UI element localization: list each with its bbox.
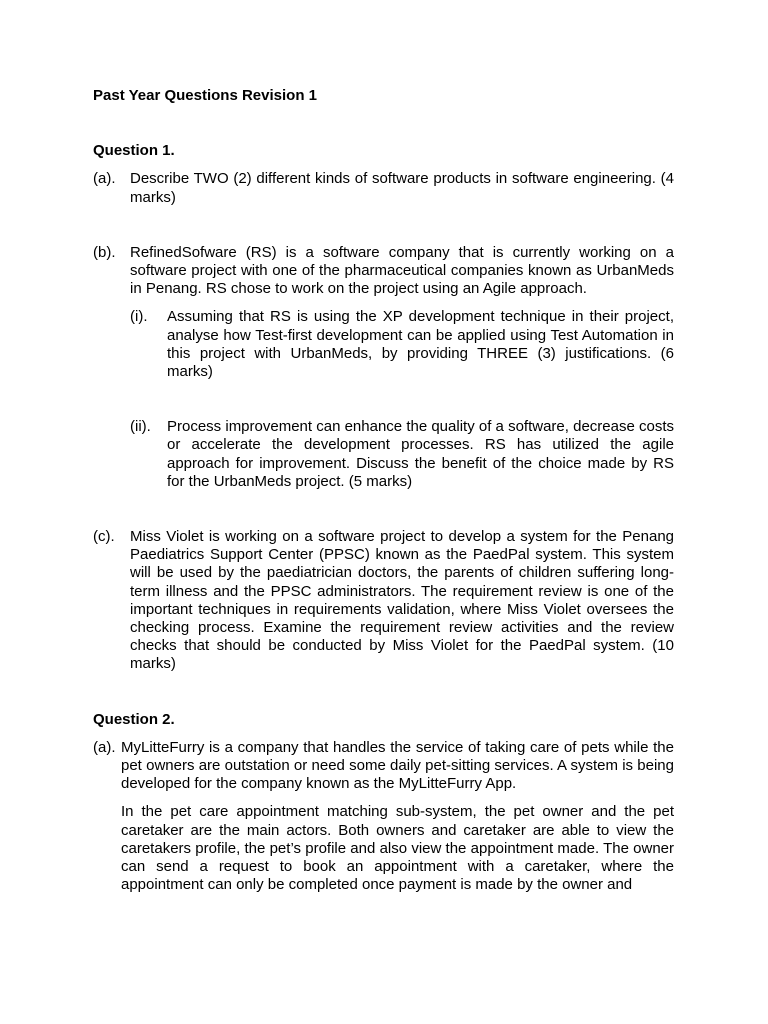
question-1c-label: (c).	[93, 528, 115, 546]
question-1b	[93, 244, 674, 491]
question-2a-paragraph-2: In the pet care appointment matching sub-system, the pet owner and the pet caretaker are the main actors. Both owners and caretaker are able to view the caretakers profile, the pet’s profile and also view the appointment made. The owner can send a request to book an appointment with a caretaker, where the appointment can only be completed once payment is made by the owner and	[121, 803, 674, 894]
question-1a-text: Describe TWO (2) different kinds of software products in software engineering. (4 marks)	[130, 170, 674, 206]
question-2a	[93, 739, 674, 895]
question-1	[93, 142, 674, 673]
question-1-heading: Question 1.	[93, 142, 175, 160]
question-2	[93, 711, 674, 895]
question-1a-label: (a).	[93, 170, 116, 188]
question-2-heading: Question 2.	[93, 710, 175, 728]
question-1b-i	[130, 308, 674, 381]
question-1b-ii-text: Process improvement can enhance the quality of a software, decrease costs or accelerate the development processes. RS has utilized the agile approach for improvement. Discuss the benefit of the choice made by RS for the UrbanMeds project. (5 marks)	[167, 418, 674, 490]
question-2a-text: MyLitteFurry is a company that handles the service of taking care of pets while the pet owners are outstation or need some daily pet-sitting services. A system is being developed for the company known as the MyLitteFurry App.	[121, 738, 674, 793]
question-1b-i-label: (i).	[130, 308, 148, 326]
question-1b-i-text: Assuming that RS is using the XP development technique in their project, analyse how Test-first development can be applied using Test Automation in this project with UrbanMeds, by providing THREE (3) justifications. (6 marks)	[167, 308, 674, 381]
question-1a	[93, 170, 674, 206]
question-1b-text: RefinedSofware (RS) is a software company that is currently working on a software project with one of the pharmaceutical companies known as UrbanMeds in Penang. RS chose to work on the project using an Agile approach.	[130, 243, 674, 298]
question-1c-text: Miss Violet is working on a software project to develop a system for the Penang Paediatrics Support Center (PPSC) known as the PaedPal system. This system will be used by the paediatrician doctors, the parents of children suffering long-term illness and the PPSC administrators. The requirement review is one of the important techniques in requirements validation, where Miss Violet oversees the checking process. Examine the requirement review activities and the review checks that should be conducted by Miss Violet for the PaedPal system. (10 marks)	[130, 528, 674, 673]
question-1b-ii	[130, 418, 674, 491]
document-page	[93, 87, 674, 895]
document-title: Past Year Questions Revision 1	[93, 87, 317, 104]
question-1b-label: (b).	[93, 243, 116, 261]
question-1b-ii-label: (ii).	[130, 418, 151, 436]
question-1c	[93, 528, 674, 674]
question-2a-label: (a).	[93, 738, 116, 756]
